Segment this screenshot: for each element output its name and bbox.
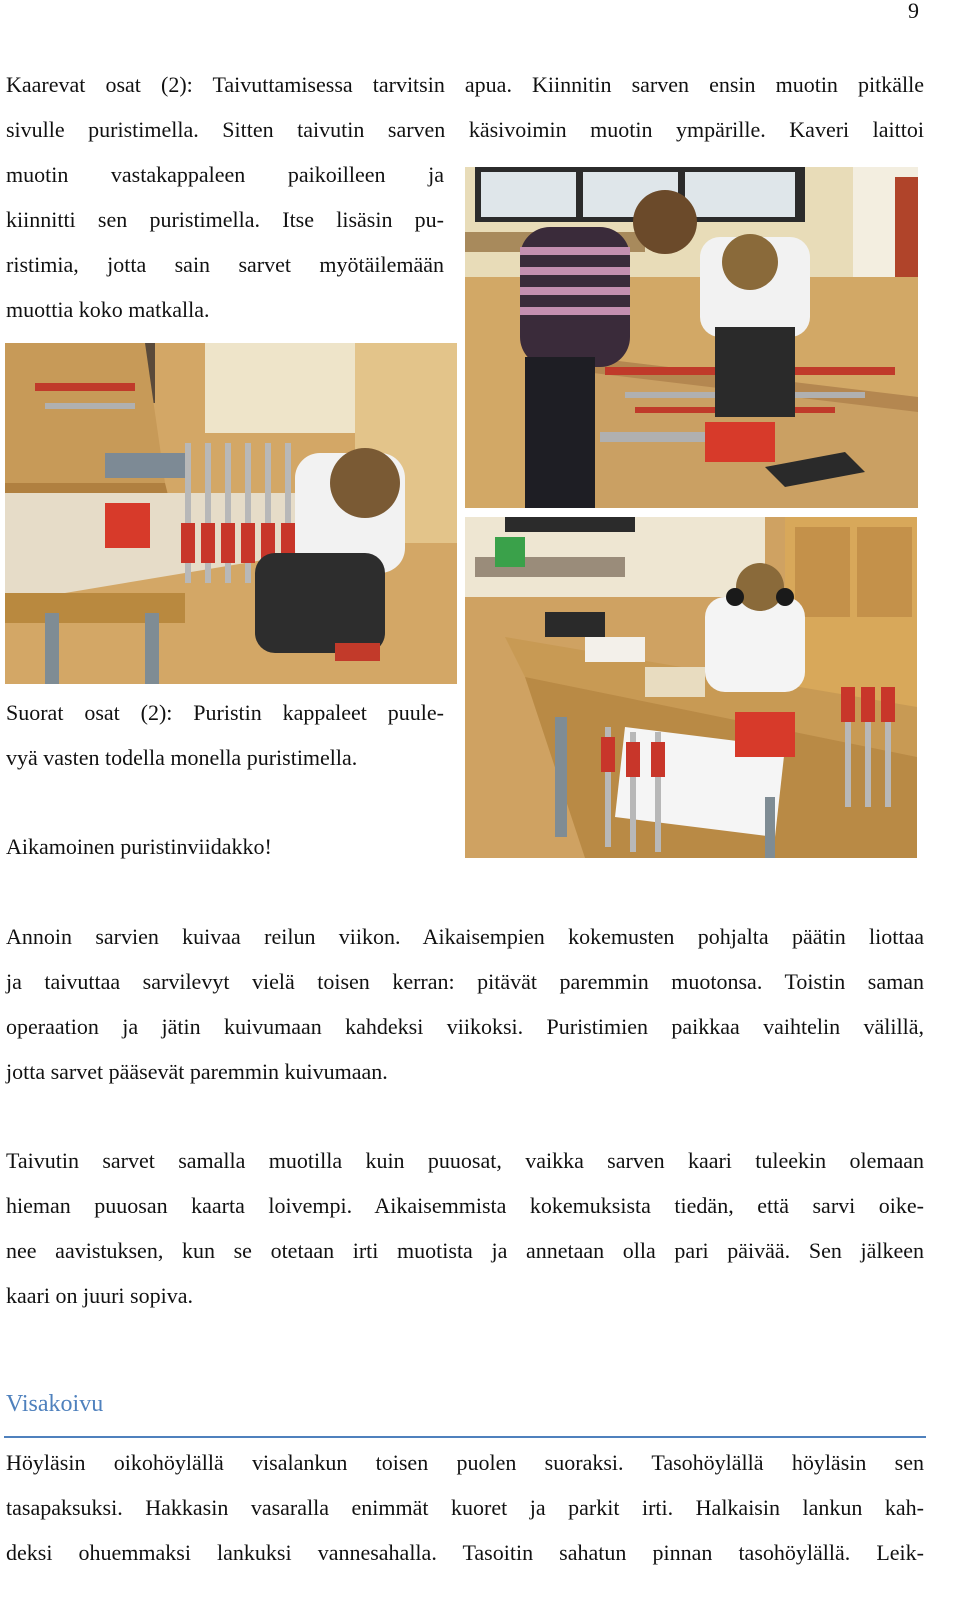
section-line: Höyläsin oikohöylällä visalankun toisen puolen suoraksi. Tasohöylällä höyläsin sen: [6, 1450, 924, 1475]
caption-line: vyä vasten todella monella puristimella.: [6, 745, 358, 770]
intro-line: ristimia, jotta sain sarvet myötäilemään: [6, 252, 444, 277]
photo-bending-horn: [465, 167, 918, 508]
paragraph2-line: Taivutin sarvet samalla muotilla kuin puuosat, vaikka sarven kaari tuleekin olemaan: [6, 1148, 924, 1173]
intro-line: kiinnitti sen puristimella. Itse lisäsin pu-: [6, 207, 444, 232]
paragraph1-line: operaation ja jätin kuivumaan kahdeksi viikoksi. Puristimien paikkaa vaihtelin välillä,: [6, 1014, 924, 1039]
caption-line: Suorat osat (2): Puristin kappaleet puule-: [6, 700, 444, 725]
intro-line: sivulle puristimella. Sitten taivutin sarven käsivoimin muotin ympärille. Kaveri laittoi: [6, 117, 924, 142]
photo-clamping-straight-parts: [5, 343, 457, 684]
intro-line: muottia koko matkalla.: [6, 297, 210, 322]
section-line: deksi ohuemmaksi lankuksi vannesahalla. Tasoitin sahatun pinnan tasohöylällä. Leik-: [6, 1540, 924, 1565]
paragraph2-line: hieman puuosan kaarta loivempi. Aikaisemmista kokemuksista tiedän, että sarvi oike-: [6, 1193, 924, 1218]
intro-line: Kaarevat osat (2): Taivuttamisessa tarvitsin apua. Kiinnitin sarven ensin muotin pitkälle: [6, 72, 924, 97]
heading-rule: [4, 1436, 926, 1438]
exclamation: Aikamoinen puristinviidakko!: [6, 834, 272, 859]
paragraph2-line: kaari on juuri sopiva.: [6, 1283, 193, 1308]
paragraph1-line: ja taivuttaa sarvilevyt vielä toisen kerran: pitävät paremmin muotonsa. Toistin saman: [6, 969, 924, 994]
photo-clamp-jungle: [465, 517, 917, 858]
page-number: 9: [908, 0, 919, 23]
section-line: tasapaksuksi. Hakkasin vasaralla enimmät kuoret ja parkit irti. Halkaisin lankun kah-: [6, 1495, 924, 1520]
section-heading: Visakoivu: [6, 1391, 104, 1417]
paragraph1-line: jotta sarvet pääsevät paremmin kuivumaan.: [6, 1059, 388, 1084]
intro-line: muotin vastakappaleen paikoilleen ja: [6, 162, 444, 187]
paragraph2-line: nee aavistuksen, kun se otetaan irti muotista ja annetaan olla pari päivää. Sen jälkeen: [6, 1238, 924, 1263]
paragraph1-line: Annoin sarvien kuivaa reilun viikon. Aikaisempien kokemusten pohjalta päätin liottaa: [6, 924, 924, 949]
